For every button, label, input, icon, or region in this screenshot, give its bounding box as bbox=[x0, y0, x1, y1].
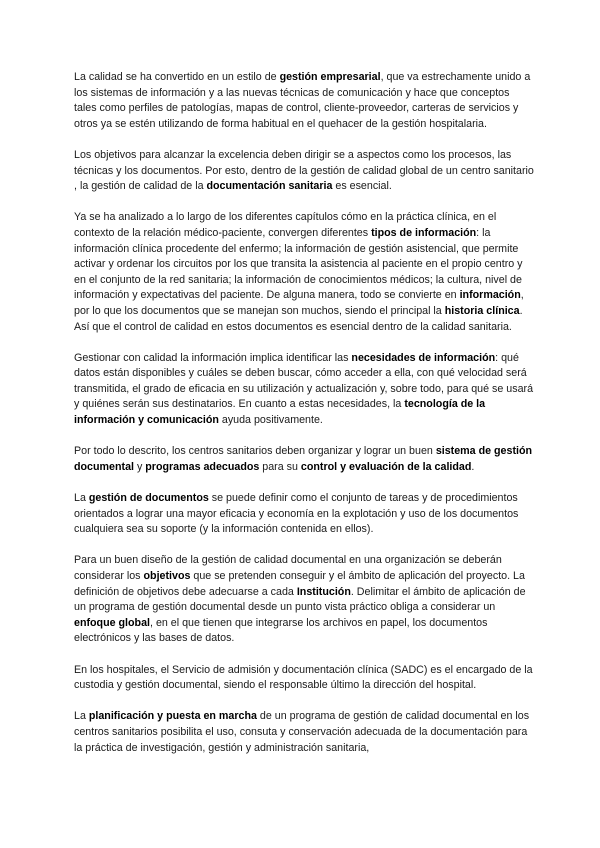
body-paragraph bbox=[74, 444, 534, 475]
paragraph-text: es esencial. bbox=[332, 180, 392, 193]
bold-term: programas adecuados bbox=[145, 460, 260, 473]
paragraph-text: Por todo lo descrito, los centros sanitarios deben organizar y lograr un buen bbox=[74, 445, 436, 458]
paragraph-text: En los hospitales, el Servicio de admisión y documentación clínica (SADC) es el encargado de la custodia y gestión documental, siendo el responsable último la dirección del hospital. bbox=[74, 663, 533, 692]
paragraph-text: y bbox=[133, 460, 146, 473]
paragraph-text: La bbox=[74, 492, 89, 505]
body-paragraph bbox=[74, 351, 534, 429]
body-paragraph bbox=[74, 553, 534, 647]
paragraph-text: para su bbox=[259, 460, 301, 473]
document-body bbox=[74, 70, 534, 772]
paragraph-text: Para un buen diseño de la gestión de calidad documental en una organización se deberán considerar los bbox=[74, 554, 502, 582]
body-paragraph bbox=[74, 709, 534, 756]
paragraph-text: : la información clínica procedente del enfermo; la información de gestión asistencial, que permite activar y ordenar los circuitos por los que transita la asistencia al paciente en el propio centro y en el conjunto de la red sanitaria; la información de conocimientos médicos; la cultura, nivel de información y expectativas del paciente. De alguna manera, todo se convierte en bbox=[74, 226, 523, 302]
paragraph-text: ayuda positivamente. bbox=[218, 414, 323, 427]
paragraph-text: Ya se ha analizado a lo largo de los diferentes capítulos cómo en la práctica clínica, en el contexto de la relación médico-paciente, convergen diferentes bbox=[74, 211, 497, 239]
body-paragraph bbox=[74, 663, 534, 694]
bold-term: historia clínica bbox=[444, 304, 520, 317]
paragraph-text: La calidad se ha convertido en un estilo de bbox=[74, 71, 280, 83]
paragraph-text: Los objetivos para alcanzar la excelencia deben dirigir se a aspectos como los procesos, las técnicas y los documentos. Por esto, dentro de la gestión de calidad global de un centro sanitario , la gestión de calidad de la bbox=[74, 148, 534, 193]
paragraph-text: : qué datos están disponibles y cuáles se deben buscar, cómo acceder a ella, con qué velocidad será transmitida, el grado de eficacia en su utilización y actualización y, sobre todo, para qué se usará y quiénes serán sus destinatarios. En cuanto a estas necesidades, la bbox=[74, 351, 534, 411]
paragraph-text: , en el que tienen que integrarse los archivos en papel, los documentos electrónicos y las bases de datos. bbox=[74, 616, 488, 645]
paragraph-text: , por lo que los documentos que se manejan son muchos, siendo el principal la bbox=[74, 289, 524, 317]
bold-term: planificación y puesta en marcha bbox=[88, 710, 257, 723]
paragraph-text: . Delimitar el ámbito de aplicación de un programa de gestión documental desde un punto vista práctico obliga a considerar un bbox=[74, 585, 526, 614]
paragraph-text: La bbox=[74, 710, 89, 723]
bold-term: enfoque global bbox=[74, 616, 150, 629]
paragraph-text: . Así que el control de calidad en estos documentos es esencial dentro de la calidad sanitaria. bbox=[74, 304, 523, 333]
body-paragraph bbox=[74, 148, 534, 195]
paragraph-text: . bbox=[471, 460, 475, 473]
paragraph-text: de un programa de gestión de calidad documental en los centros sanitarios posibilita el uso, consuta y conservación adecuada de la documentación para la práctica de investigación, gestión y administración sanitaria, bbox=[74, 710, 530, 754]
paragraph-text: , que va estrechamente unido a los sistemas de información y a las nuevas técnicas de comunicación y hace que conceptos tales como perfiles de patologías, mapas de control, cliente-proveedor, carteras de servicios y otros ya se estén utilizando de forma habitual en el quehacer de la gestión hospitalaria. bbox=[74, 71, 531, 130]
bold-term: objetivos bbox=[143, 570, 191, 582]
paragraph-text: que se pretenden conseguir y el ámbito de aplicación del proyecto. La definición de objetivos debe adecuarse a cada bbox=[74, 570, 525, 598]
bold-term: gestión de documentos bbox=[88, 492, 209, 505]
body-paragraph bbox=[74, 491, 534, 538]
bold-term: gestión empresarial bbox=[279, 71, 381, 83]
bold-term: tecnología de la información y comunicación bbox=[74, 398, 486, 427]
paragraph-text: Gestionar con calidad la información implica identificar las bbox=[74, 351, 352, 364]
body-paragraph bbox=[74, 70, 534, 132]
bold-term: Institución bbox=[296, 585, 351, 598]
bold-term: control y evaluación de la calidad bbox=[300, 460, 472, 473]
bold-term: sistema de gestión documental bbox=[74, 445, 533, 473]
body-paragraph bbox=[74, 210, 534, 335]
bold-term: necesidades de información bbox=[351, 351, 496, 364]
bold-term: información bbox=[459, 289, 521, 302]
bold-term: tipos de información bbox=[371, 226, 477, 239]
bold-term: documentación sanitaria bbox=[206, 180, 333, 193]
paragraph-text: se puede definir como el conjunto de tareas y de procedimientos orientados a lograr una mayor eficacia y economía en la explotación y uso de los documentos cualquiera sea su soporte (y la información contenida en ellos). bbox=[74, 492, 519, 536]
